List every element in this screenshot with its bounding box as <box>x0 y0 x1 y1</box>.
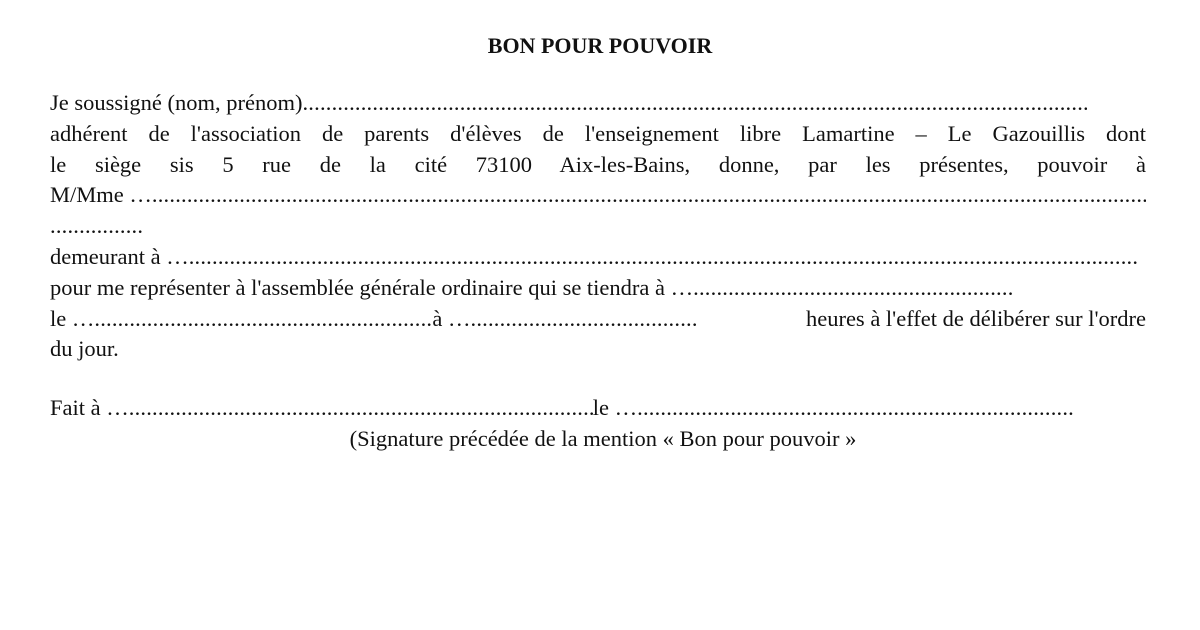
signed-at-label: Fait à … <box>50 395 129 421</box>
signed-at-field[interactable] <box>129 393 593 424</box>
time-label: à … <box>432 305 471 331</box>
signed-on-field[interactable] <box>637 393 1075 424</box>
date-label: le … <box>50 305 95 331</box>
residence-label: demeurant à … <box>50 243 189 269</box>
purpose-text-end: du jour. <box>50 336 119 362</box>
name-field[interactable] <box>302 88 1087 119</box>
signature-instruction <box>50 424 1146 455</box>
date-field[interactable] <box>94 304 432 335</box>
residence-field[interactable] <box>189 242 1139 273</box>
meeting-place-line <box>50 273 1146 304</box>
name-line <box>50 88 1146 119</box>
meeting-place-label: pour me représenter à l'assemblée générale ordinaire qui se tiendra à … <box>50 274 694 300</box>
time-field[interactable] <box>471 304 697 335</box>
document-title: BON POUR POUVOIR <box>487 33 713 58</box>
proxy-name-label: M/Mme … <box>50 182 152 208</box>
name-label: Je soussigné (nom, prénom) <box>50 90 303 115</box>
proxy-name-field-cont[interactable] <box>50 211 144 242</box>
signature-place-date-line <box>50 393 1146 424</box>
proxy-form-body <box>50 88 1146 455</box>
purpose-continuation <box>50 334 1146 365</box>
signature-instruction-text: (Signature précédée de la mention « Bon pour pouvoir » <box>349 425 857 451</box>
association-line: adhérent de l'association de parents d'élèves de l'enseignement libre Lamartine – Le Gazouillis dont <box>50 120 1146 146</box>
proxy-name-field[interactable] <box>152 180 1146 211</box>
meeting-date-line <box>50 304 1146 335</box>
residence-line <box>50 242 1146 273</box>
proxy-name-continuation <box>50 211 1146 242</box>
proxy-name-line <box>50 180 1146 211</box>
address-line: le siège sis 5 rue de la cité 73100 Aix-les-Bains, donne, par les présentes, pouvoir à <box>50 151 1146 177</box>
meeting-place-field[interactable] <box>693 273 1015 304</box>
signed-on-label: le … <box>592 395 638 421</box>
purpose-text: heures à l'effet de délibérer sur l'ordre <box>805 305 1146 331</box>
